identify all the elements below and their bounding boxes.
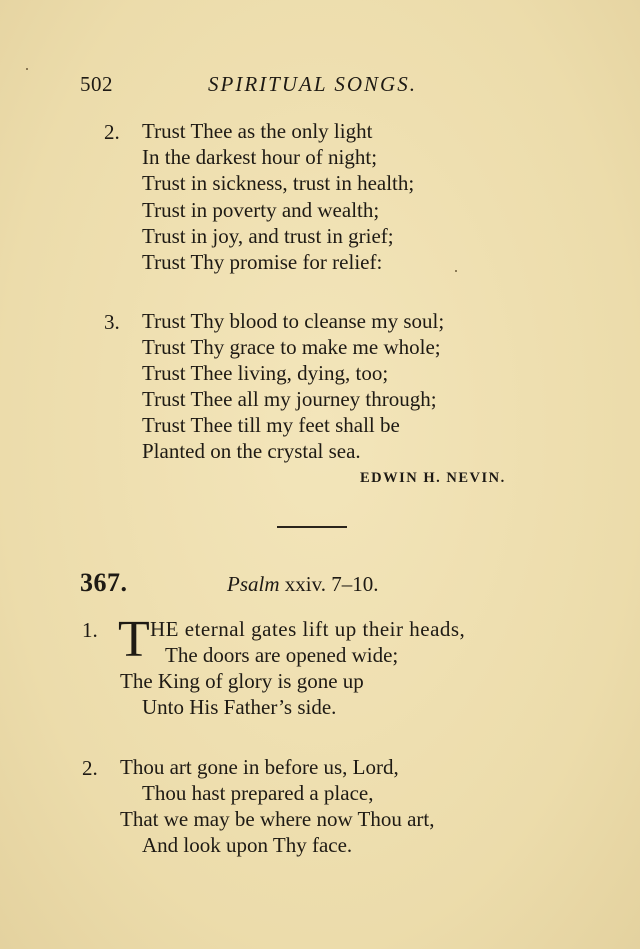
verse-line: Trust in poverty and wealth; xyxy=(142,198,380,222)
verse-line: And look upon Thy face. xyxy=(142,833,353,857)
verse-line: Unto His Father’s side. xyxy=(142,695,337,719)
stanza-number: 2. xyxy=(82,756,98,780)
verse-line: In the darkest hour of night; xyxy=(142,145,378,169)
verse-line: Trust Thee all my journey through; xyxy=(142,387,437,411)
bleed-through xyxy=(470,120,475,141)
author-attribution: EDWIN H. NEVIN. xyxy=(360,470,506,486)
verse-line: The doors are opened wide; xyxy=(165,643,399,667)
scripture-book: Psalm xyxy=(227,572,280,596)
verse-line: Thou hast prepared a place, xyxy=(142,781,374,805)
verse-line: Trust Thee living, dying, too; xyxy=(142,361,389,385)
verse-line: Trust in sickness, trust in health; xyxy=(142,171,415,195)
verse-line: HE eternal gates lift up their heads, xyxy=(150,617,466,641)
verse-line: Thou art gone in before us, Lord, xyxy=(120,755,399,779)
verse-line: Trust Thee as the only light xyxy=(142,119,373,143)
section-divider xyxy=(277,526,347,528)
verse-line: Trust Thy grace to make me whole; xyxy=(142,335,441,359)
verse-line: That we may be where now Thou art, xyxy=(120,807,435,831)
verse-line: Planted on the crystal sea. xyxy=(142,439,361,463)
ink-speck xyxy=(455,270,457,272)
running-title: SPIRITUAL SONGS. xyxy=(208,72,417,96)
verse-line: The King of glory is gone up xyxy=(120,669,364,693)
verse-line: Trust in joy, and trust in grief; xyxy=(142,224,394,248)
verse-line: Trust Thy promise for relief: xyxy=(142,250,383,274)
page-number: 502 xyxy=(80,72,113,96)
scripture-reference xyxy=(227,572,378,597)
stanza-number: 1. xyxy=(82,618,98,642)
scripture-chapter-verse: xxiv. 7–10. xyxy=(279,572,379,596)
stanza-number: 2. xyxy=(104,120,120,144)
verse-line: Trust Thy blood to cleanse my soul; xyxy=(142,309,445,333)
ink-speck xyxy=(26,68,28,70)
stanza-number: 3. xyxy=(104,310,120,334)
drop-cap: T xyxy=(118,611,150,668)
verse-line: Trust Thee till my feet shall be xyxy=(142,413,400,437)
hymn-number: 367. xyxy=(80,568,128,597)
